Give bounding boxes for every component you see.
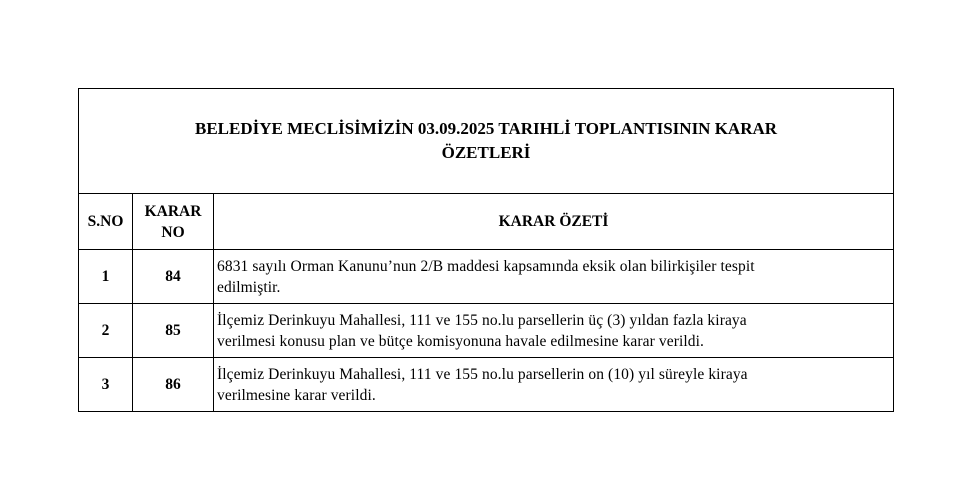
header-karar-ozeti: KARAR ÖZETİ bbox=[214, 194, 894, 250]
row-sno: 2 bbox=[79, 304, 133, 358]
row-summary-line-1: İlçemiz Derinkuyu Mahallesi, 111 ve 155 no.lu parsellerin on (10) yıl süreyle kiraya bbox=[217, 365, 748, 383]
row-summary-line-2: edilmiştir. bbox=[217, 278, 281, 296]
table-row bbox=[79, 250, 894, 304]
row-sno: 3 bbox=[79, 358, 133, 412]
document-title bbox=[79, 89, 894, 194]
header-sno: S.NO bbox=[79, 194, 133, 250]
row-summary bbox=[214, 358, 894, 412]
karar-ozetleri-table bbox=[78, 88, 894, 412]
row-summary bbox=[214, 250, 894, 304]
row-summary-line-2: verilmesine karar verildi. bbox=[217, 386, 376, 404]
row-summary-line-1: İlçemiz Derinkuyu Mahallesi, 111 ve 155 no.lu parsellerin üç (3) yıldan fazla kiraya bbox=[217, 311, 747, 329]
table-row bbox=[79, 304, 894, 358]
header-karar-no-line-2: NO bbox=[161, 223, 185, 241]
row-summary-line-2: verilmesi konusu plan ve bütçe komisyonuna havale edilmesine karar verildi. bbox=[217, 332, 705, 350]
row-karar-no: 84 bbox=[133, 250, 214, 304]
table-row bbox=[79, 358, 894, 412]
header-karar-no bbox=[133, 194, 214, 250]
document-title-line-1: BELEDİYE MECLİSİMİZİN 03.09.2025 TARIHLİ TOPLANTISININ KARAR bbox=[194, 119, 778, 138]
row-summary-line-1: 6831 sayılı Orman Kanunu’nun 2/B maddesi kapsamında eksik olan bilirkişiler tespit bbox=[217, 257, 755, 275]
header-karar-no-line-1: KARAR bbox=[144, 202, 202, 220]
row-karar-no: 85 bbox=[133, 304, 214, 358]
row-sno: 1 bbox=[79, 250, 133, 304]
table-header-row bbox=[79, 194, 894, 250]
title-row bbox=[79, 89, 894, 194]
document-title-text bbox=[106, 117, 866, 165]
document-title-line-2: ÖZETLERİ bbox=[441, 143, 531, 162]
row-summary bbox=[214, 304, 894, 358]
row-karar-no: 86 bbox=[133, 358, 214, 412]
